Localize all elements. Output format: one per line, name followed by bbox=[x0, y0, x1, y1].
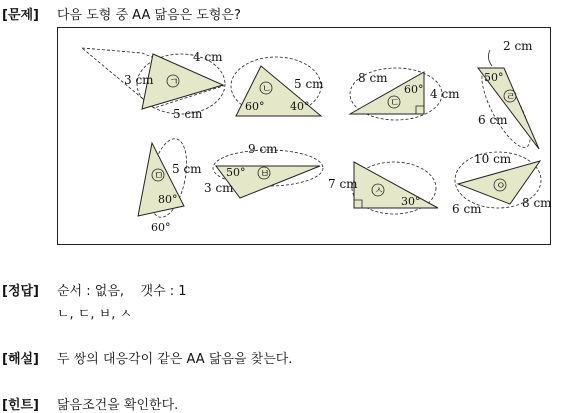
fig-d-left: 6 cm bbox=[478, 113, 508, 127]
fig-f-left: 3 cm bbox=[204, 181, 234, 195]
answer-label: [정답] bbox=[2, 284, 39, 299]
fig-b-angle-right: 40° bbox=[290, 100, 310, 113]
triangle-g bbox=[328, 162, 438, 214]
fig-b-angle-left: 60° bbox=[245, 100, 265, 113]
fig-b-right: 5 cm bbox=[294, 77, 324, 91]
fig-f-top: 9 cm bbox=[248, 142, 278, 156]
figure-box bbox=[57, 27, 551, 245]
fig-a-bottom: 5 cm bbox=[173, 107, 203, 121]
hint-text: 닮음조건을 확인한다. bbox=[57, 398, 179, 413]
fig-d-top: 2 cm bbox=[503, 39, 533, 53]
fig-c-id: ㄷ bbox=[390, 98, 400, 109]
fig-c-angle: 60° bbox=[404, 83, 424, 96]
hint-label: [힌트] bbox=[2, 398, 39, 413]
triangle-f bbox=[204, 142, 323, 198]
fig-g-left: 7 cm bbox=[328, 177, 358, 191]
triangle-h bbox=[452, 152, 552, 216]
problem-label: [문제] bbox=[2, 8, 39, 23]
fig-g-angle: 30° bbox=[401, 195, 421, 208]
fig-e-right: 5 cm bbox=[172, 162, 202, 176]
explanation-text: 두 쌍의 대응각이 같은 AA 닮음을 찾는다. bbox=[57, 352, 293, 367]
problem-question: 다음 도형 중 AA 닮음은 도형은? bbox=[57, 8, 241, 23]
answer-line2: ㄴ, ㄷ, ㅂ, ㅅ bbox=[57, 307, 133, 322]
fig-f-id: ㅂ bbox=[260, 169, 270, 180]
fig-h-id: ㅇ bbox=[496, 181, 506, 192]
fig-d-id: ㄹ bbox=[506, 92, 516, 103]
fig-a-top: 4 cm bbox=[193, 50, 223, 64]
fig-e-angle-inner: 80° bbox=[158, 193, 178, 206]
triangles-figure bbox=[58, 28, 552, 246]
fig-d-angle: 50° bbox=[484, 71, 504, 84]
fig-h-right: 8 cm bbox=[522, 196, 552, 210]
fig-h-top: 10 cm bbox=[474, 152, 512, 166]
answer-line1: 순서 : 없음, 갯수 : 1 bbox=[57, 284, 187, 299]
triangle-c bbox=[350, 68, 460, 120]
fig-c-top: 8 cm bbox=[358, 71, 388, 85]
fig-h-left: 6 cm bbox=[452, 202, 482, 216]
triangle-d bbox=[473, 39, 539, 153]
fig-b-id: ㄴ bbox=[262, 84, 272, 95]
fig-a-id: ㄱ bbox=[169, 77, 179, 88]
fig-e-angle-outer: 60° bbox=[151, 221, 171, 234]
triangle-e bbox=[138, 135, 202, 234]
explanation-label: [해설] bbox=[2, 352, 39, 367]
triangle-b bbox=[231, 57, 324, 116]
fig-f-angle: 50° bbox=[226, 166, 246, 179]
fig-e-id: ㅁ bbox=[154, 171, 164, 182]
fig-a-left: 3 cm bbox=[124, 73, 154, 87]
triangle-a bbox=[82, 48, 225, 121]
fig-g-id: ㅅ bbox=[374, 186, 384, 197]
fig-c-right: 4 cm bbox=[430, 87, 460, 101]
